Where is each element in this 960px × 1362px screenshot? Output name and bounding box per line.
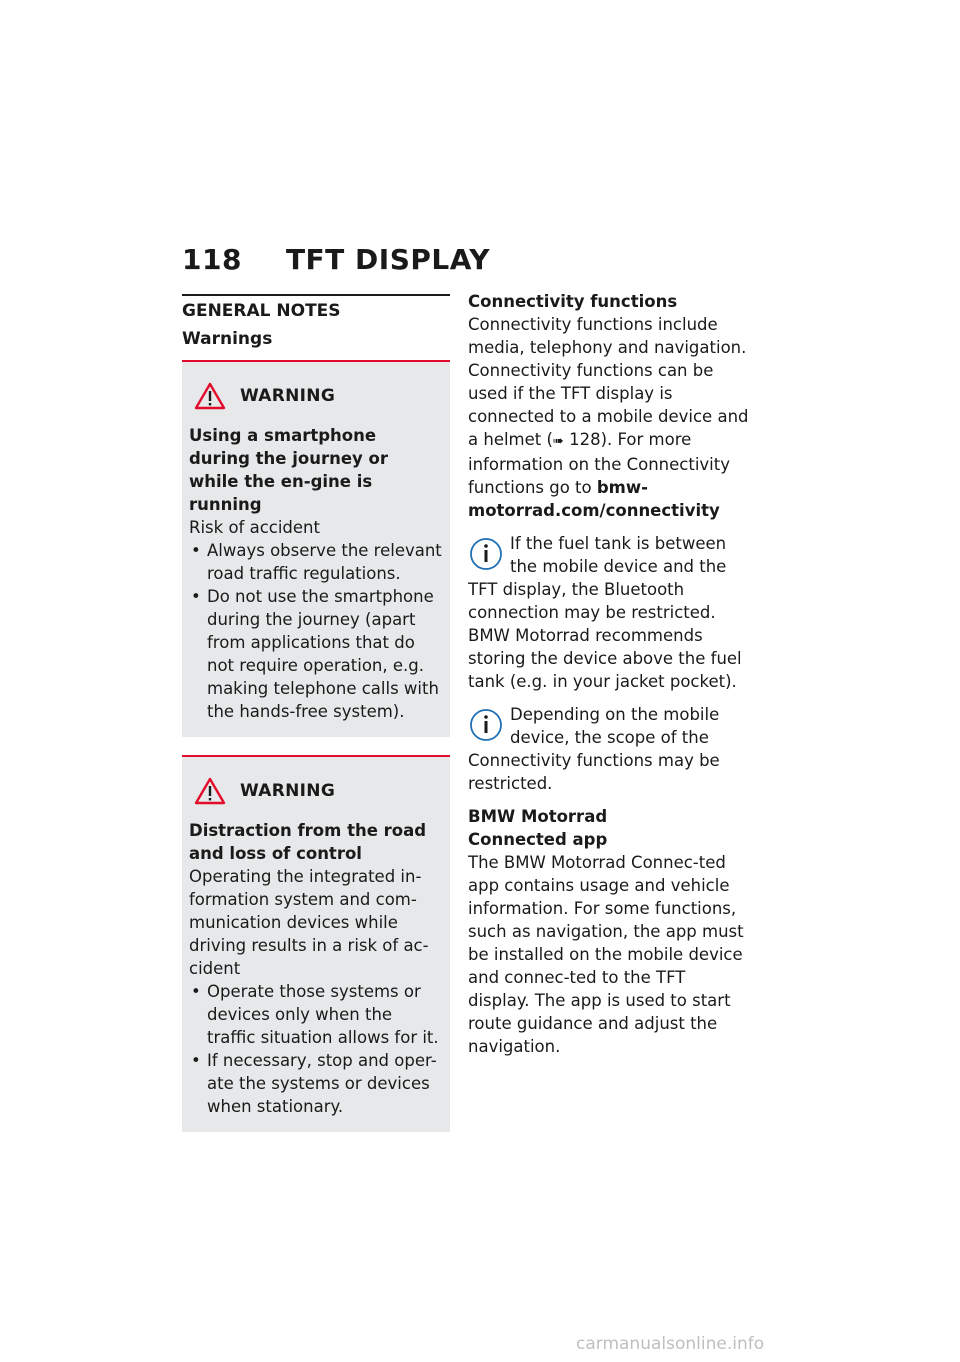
page-title: TFT DISPLAY: [285, 243, 490, 276]
warning-body: Operating the integrated in-formation system and com-munication devices while driving results in a risk of ac-cident: [189, 867, 429, 978]
bullet-item: • Operate those systems or devices only when the traffic situation allows for it.: [189, 980, 442, 1049]
info-icon: [468, 534, 504, 576]
connectivity-text-continued: ). For more information on the Connectivity functions go to: [468, 430, 730, 497]
section-title: GENERAL NOTES: [182, 301, 341, 321]
info-note-1: [468, 532, 750, 693]
connectivity-link[interactable]: bmw-motorrad.com/connectivity: [468, 478, 720, 520]
warning-box-1: [182, 360, 450, 737]
warning-header: [194, 376, 442, 416]
warning-triangle-icon: [194, 777, 226, 805]
info-icon: [468, 705, 504, 747]
page-reference-arrow-icon: ➠: [552, 434, 564, 449]
bullet-item: • Always observe the relevant road traffic regulations.: [189, 539, 442, 585]
bullet-item: • If necessary, stop and oper-ate the systems or devices when stationary.: [189, 1049, 442, 1118]
warning-label: WARNING: [240, 386, 336, 406]
info-note-2: [468, 703, 750, 795]
bullet-item: • Do not use the smartphone during the journey (apart from applications that do not require operation, e.g. making telephone calls with the hands-free system).: [189, 585, 442, 723]
section-rule: [182, 294, 450, 296]
warning-subtitle: Distraction from the road and loss of control: [189, 821, 427, 863]
right-column: [468, 290, 750, 1058]
watermark: carmanualsonline.info: [576, 1334, 765, 1354]
warnings-subhead: Warnings: [182, 329, 273, 349]
warning-subtitle: Using a smartphone during the journey or while the en-gine is running: [189, 426, 389, 514]
page-header: [182, 243, 490, 276]
warning-bullets: [189, 980, 442, 1118]
connectivity-text: Connectivity functions include media, telephony and navigation. Connectivity functions can be used if the TFT display is connected to a mobile device and a helmet (: [468, 315, 749, 449]
warning-box-2: [182, 755, 450, 1132]
warning-triangle-icon: [194, 382, 226, 410]
connectivity-heading: Connectivity functions: [468, 292, 678, 311]
page-number: 118: [182, 243, 242, 276]
warning-label: WARNING: [240, 781, 336, 801]
info-text: Depending on the mobile device, the scope of the Connectivity functions may be restricted.: [468, 705, 720, 793]
page-reference: 128: [569, 430, 601, 449]
warning-bullets: [189, 539, 442, 723]
warning-body: Risk of accident: [189, 518, 320, 537]
info-text: If the fuel tank is between the mobile device and the TFT display, the Bluetooth connection may be restricted. BMW Motorrad recommends storing the device above the fuel tank (e.g. in your jacket pocket).: [468, 534, 742, 691]
connectivity-paragraph: [468, 313, 750, 522]
warning-header: [194, 771, 442, 811]
app-paragraph: The BMW Motorrad Connec-ted app contains usage and vehicle information. For some functions, such as navigation, the app must be installed on the mobile device and connec-ted to the TFT display. The app is used to start route guidance and adjust the navigation.: [468, 853, 744, 1056]
left-column: [182, 294, 450, 1150]
app-heading: BMW Motorrad Connected app: [468, 807, 608, 849]
